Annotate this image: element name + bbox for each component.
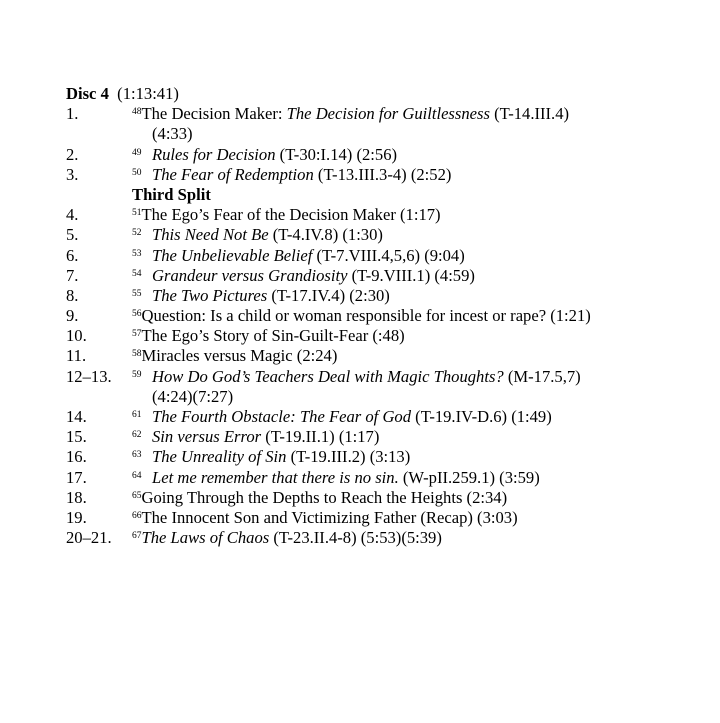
track-row bbox=[66, 407, 706, 427]
track-number: 5. bbox=[66, 225, 79, 245]
track-reference: (T-4.IV.8) (1:30) bbox=[268, 225, 383, 245]
disc-duration: (1:13:41) bbox=[117, 84, 179, 103]
track-continuation: (4:24)(7:27) bbox=[152, 386, 234, 406]
track-row bbox=[66, 205, 706, 225]
track-reference: (T-14.III.4) bbox=[489, 104, 570, 124]
track-list bbox=[66, 104, 706, 548]
track-reference: (T-30:I.14) (2:56) bbox=[275, 144, 398, 164]
track-reference: (T-13.III.3-4) (2:52) bbox=[313, 164, 452, 184]
track-title-italic: The Unreality of Sin bbox=[152, 447, 287, 467]
track-row bbox=[66, 266, 706, 286]
track-title-italic: Sin versus Error bbox=[152, 427, 262, 447]
track-reference: (M-17.5,7) bbox=[503, 366, 581, 386]
track-title: The Decision Maker: bbox=[141, 104, 287, 124]
track-title-italic: Let me remember that there is no sin. bbox=[152, 467, 399, 487]
section-subheading: Third Split bbox=[132, 184, 211, 204]
track-number: 16. bbox=[66, 447, 87, 467]
track-title: The Innocent Son and Victimizing Father (Recap) (3:03) bbox=[141, 507, 518, 527]
track-reference: (W-pII.259.1) (3:59) bbox=[398, 467, 540, 487]
track-reference: (T-19.II.1) (1:17) bbox=[261, 427, 380, 447]
track-number: 6. bbox=[66, 245, 79, 265]
track-text bbox=[132, 266, 475, 286]
track-text bbox=[132, 286, 390, 306]
track-text bbox=[132, 528, 442, 548]
track-row bbox=[66, 326, 706, 346]
track-number: 17. bbox=[66, 467, 87, 487]
track-title: The Ego’s Fear of the Decision Maker (1:17) bbox=[141, 205, 441, 225]
track-row bbox=[66, 528, 706, 548]
footnote-marker: 58 bbox=[132, 349, 142, 360]
track-text bbox=[132, 488, 507, 508]
track-number: 15. bbox=[66, 427, 87, 447]
track-text bbox=[132, 306, 591, 326]
footnote-marker: 55 bbox=[132, 288, 142, 299]
disc-header bbox=[66, 84, 706, 104]
footnote-marker: 52 bbox=[132, 228, 142, 239]
track-text bbox=[132, 326, 405, 346]
track-title: Question: Is a child or woman responsible for incest or rape? (1:21) bbox=[141, 306, 591, 326]
footnote-marker: 62 bbox=[132, 430, 142, 441]
track-number: 4. bbox=[66, 205, 79, 225]
track-number: 14. bbox=[66, 407, 87, 427]
track-reference: (T-23.II.4-8) (5:53)(5:39) bbox=[269, 528, 442, 548]
track-title: Going Through the Depths to Reach the Heights (2:34) bbox=[141, 487, 508, 507]
footnote-marker: 50 bbox=[132, 167, 142, 178]
track-reference: (T-9.VIII.1) (4:59) bbox=[347, 265, 475, 285]
track-title-italic: This Need Not Be bbox=[152, 225, 269, 245]
footnote-marker: 67 bbox=[132, 531, 142, 542]
track-text bbox=[132, 104, 569, 124]
footnote-marker: 48 bbox=[132, 107, 142, 118]
track-text bbox=[132, 447, 410, 467]
track-title-italic: The Fourth Obstacle: The Fear of God bbox=[152, 407, 412, 427]
track-row bbox=[66, 165, 706, 185]
track-text bbox=[132, 165, 451, 185]
track-title-italic: Grandeur versus Grandiosity bbox=[152, 265, 348, 285]
track-title-italic: How Do God’s Teachers Deal with Magic Thoughts? bbox=[152, 366, 504, 386]
footnote-marker: 65 bbox=[132, 490, 142, 501]
track-number: 19. bbox=[66, 507, 87, 527]
footnote-marker: 66 bbox=[132, 510, 142, 521]
footnote-marker: 64 bbox=[132, 470, 142, 481]
track-number: 2. bbox=[66, 144, 79, 164]
track-number: 7. bbox=[66, 265, 79, 285]
track-row bbox=[66, 447, 706, 467]
track-text bbox=[132, 427, 379, 447]
track-text bbox=[132, 508, 518, 528]
track-row bbox=[66, 488, 706, 508]
footnote-marker: 56 bbox=[132, 309, 142, 320]
track-row bbox=[66, 104, 706, 144]
track-row bbox=[66, 346, 706, 366]
track-text bbox=[132, 346, 337, 366]
track-number: 18. bbox=[66, 487, 87, 507]
track-number: 20–21. bbox=[66, 528, 112, 548]
track-row bbox=[66, 306, 706, 326]
track-number: 8. bbox=[66, 285, 79, 305]
track-title: The Ego’s Story of Sin-Guilt-Fear (:48) bbox=[141, 326, 405, 346]
track-row bbox=[66, 427, 706, 447]
footnote-marker: 59 bbox=[132, 369, 142, 380]
track-text bbox=[132, 205, 441, 225]
footnote-marker: 49 bbox=[132, 147, 142, 158]
track-reference: (T-19.IV-D.6) (1:49) bbox=[411, 407, 552, 427]
track-title-italic: The Unbelievable Belief bbox=[152, 245, 313, 265]
footnote-marker: 53 bbox=[132, 248, 142, 259]
track-number: 3. bbox=[66, 164, 79, 184]
track-listing bbox=[66, 84, 706, 548]
track-row bbox=[66, 468, 706, 488]
track-row bbox=[66, 225, 706, 245]
track-title-italic: The Decision for Guiltlessness bbox=[286, 104, 490, 124]
track-text bbox=[132, 246, 465, 266]
track-title-italic: The Two Pictures bbox=[152, 285, 268, 305]
track-title-italic: The Laws of Chaos bbox=[141, 528, 270, 548]
track-reference: (T-19.III.2) (3:13) bbox=[286, 447, 411, 467]
footnote-marker: 61 bbox=[132, 410, 142, 421]
track-text bbox=[132, 145, 397, 165]
track-title-italic: The Fear of Redemption bbox=[152, 164, 314, 184]
track-row bbox=[66, 145, 706, 165]
track-number: 10. bbox=[66, 326, 87, 346]
footnote-marker: 54 bbox=[132, 268, 142, 279]
track-row bbox=[66, 286, 706, 306]
track-continuation: (4:33) bbox=[152, 124, 193, 144]
track-number: 1. bbox=[66, 104, 79, 124]
footnote-marker: 63 bbox=[132, 450, 142, 461]
track-number: 9. bbox=[66, 306, 79, 326]
track-text bbox=[132, 468, 540, 488]
track-text bbox=[132, 225, 383, 245]
track-title-italic: Rules for Decision bbox=[152, 144, 276, 164]
track-row bbox=[66, 508, 706, 528]
footnote-marker: 51 bbox=[132, 208, 142, 219]
disc-title: Disc 4 bbox=[66, 84, 109, 103]
track-reference: (T-7.VIII.4,5,6) (9:04) bbox=[312, 245, 465, 265]
track-number: 11. bbox=[66, 346, 87, 366]
track-text bbox=[132, 367, 581, 387]
footnote-marker: 57 bbox=[132, 329, 142, 340]
track-reference: (T-17.IV.4) (2:30) bbox=[267, 285, 390, 305]
track-row bbox=[66, 367, 706, 407]
track-row bbox=[66, 246, 706, 266]
track-number: 12–13. bbox=[66, 366, 112, 386]
track-title: Miracles versus Magic (2:24) bbox=[141, 346, 338, 366]
track-text bbox=[132, 407, 552, 427]
